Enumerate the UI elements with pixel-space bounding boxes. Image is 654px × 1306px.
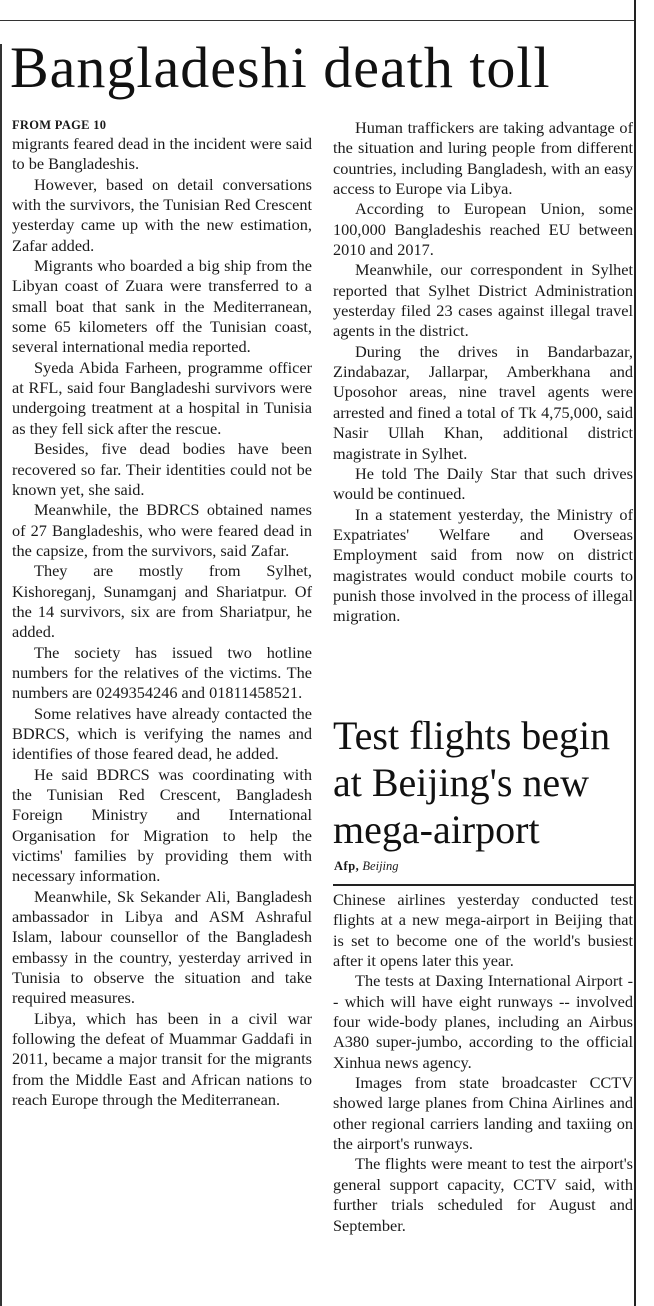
left-column-rule	[0, 44, 2, 1306]
top-rule	[0, 20, 634, 21]
body-paragraph: He said BDRCS was coordinating with the Tunisian Red Crescent, Bangladesh Foreign Ministry and International Organisation for Migration to help the victims' families by providing them with necessary information.	[12, 764, 312, 886]
second-story-rule	[333, 884, 635, 886]
body-paragraph: The flights were meant to test the airport's general support capacity, CCTV said, with further trials scheduled for August and September.	[333, 1154, 633, 1235]
body-paragraph: Besides, five dead bodies have been recovered so far. Their identities could not be known yet, she said.	[12, 439, 312, 499]
right-page-rule	[634, 0, 636, 1306]
body-paragraph: However, based on detail conversations with the survivors, the Tunisian Red Crescent yesterday came up with the new estimation, Zafar added.	[12, 174, 312, 255]
second-story-headline: Test flights begin at Beijing's new mega-airport	[333, 713, 611, 852]
body-paragraph: Migrants who boarded a big ship from the Libyan coast of Zuara were transferred to a small boat that sank in the Mediterranean, some 65 kilometers off the Tunisian coast, several international media reported.	[12, 256, 312, 357]
body-paragraph: Libya, which has been in a civil war following the defeat of Muammar Gaddafi in 2011, became a major transit for the migrants from the Middle East and African nations to reach Europe through the Mediterranean.	[12, 1008, 312, 1110]
body-paragraph: In a statement yesterday, the Ministry of Expatriates' Welfare and Overseas Employment said from now on district magistrates would conduct mobile courts to punish those involved in the process of illegal migration.	[333, 504, 633, 626]
body-paragraph: They are mostly from Sylhet, Kishoreganj, Sunamganj and Shariatpur. Of the 14 survivors, six are from Shariatpur, he added.	[12, 561, 312, 642]
second-story-body	[333, 890, 633, 1236]
body-paragraph: Chinese airlines yesterday conducted test flights at a new mega-airport in Beijing that is set to become one of the world's busiest after it opens later this year.	[333, 890, 633, 971]
body-paragraph: Human traffickers are taking advantage of the situation and luring people from different countries, including Bangladesh, with an easy access to Europe via Libya.	[333, 118, 633, 199]
continuation-kicker: FROM PAGE 10	[12, 118, 107, 132]
main-headline: Bangladeshi death toll	[10, 35, 551, 100]
body-paragraph: The society has issued two hotline numbers for the relatives of the victims. The numbers are 0249354246 and 01811458521.	[12, 642, 312, 703]
body-paragraph: Meanwhile, Sk Sekander Ali, Bangladesh ambassador in Libya and ASM Ashraful Islam, labour counsellor of the Bangladesh embassy in the country, yesterday arrived in Tunisia to observe the situation and take required measures.	[12, 886, 312, 1008]
body-paragraph: migrants feared dead in the incident were said to be Bangladeshis.	[12, 134, 312, 174]
body-paragraph: He told The Daily Star that such drives would be continued.	[333, 463, 633, 504]
body-paragraph: Syeda Abida Farheen, programme officer at RFL, said four Bangladeshi survivors were undergoing treatment at a hospital in Tunisia as they fell sick after the rescue.	[12, 357, 312, 438]
body-paragraph: During the drives in Bandarbazar, Zindabazar, Jallarpar, Amberkhana and Uposohor areas, nine travel agents were arrested and fined a total of Tk 4,75,000, said Nasir Ullah Khan, additional district magistrate in Sylhet.	[333, 341, 633, 463]
body-paragraph: The tests at Daxing International Airport -- which will have eight runways -- involved four wide-body planes, including an Airbus A380 super-jumbo, according to the official Xinhua news agency.	[333, 971, 633, 1072]
second-story-byline	[334, 858, 399, 874]
main-story-left-column	[12, 116, 312, 1111]
body-paragraph: Meanwhile, the BDRCS obtained names of 27 Bangladeshis, who were feared dead in the capsize, from the survivors, said Zafar.	[12, 500, 312, 560]
body-paragraph: According to European Union, some 100,000 Bangladeshis reached EU between 2010 and 2017.	[333, 199, 633, 260]
byline-place: Beijing	[362, 859, 399, 873]
body-paragraph: Images from state broadcaster CCTV showed large planes from China Airlines and other regional carriers landing and taxiing on the airport's runways.	[333, 1073, 633, 1154]
main-story-right-column	[333, 118, 633, 627]
body-paragraph: Meanwhile, our correspondent in Sylhet reported that Sylhet District Administration yesterday filed 23 cases against illegal travel agents in the district.	[333, 260, 633, 341]
body-paragraph: Some relatives have already contacted the BDRCS, which is verifying the names and identifies of those feared dead, he added.	[12, 703, 312, 764]
byline-agency: Afp,	[334, 859, 360, 873]
